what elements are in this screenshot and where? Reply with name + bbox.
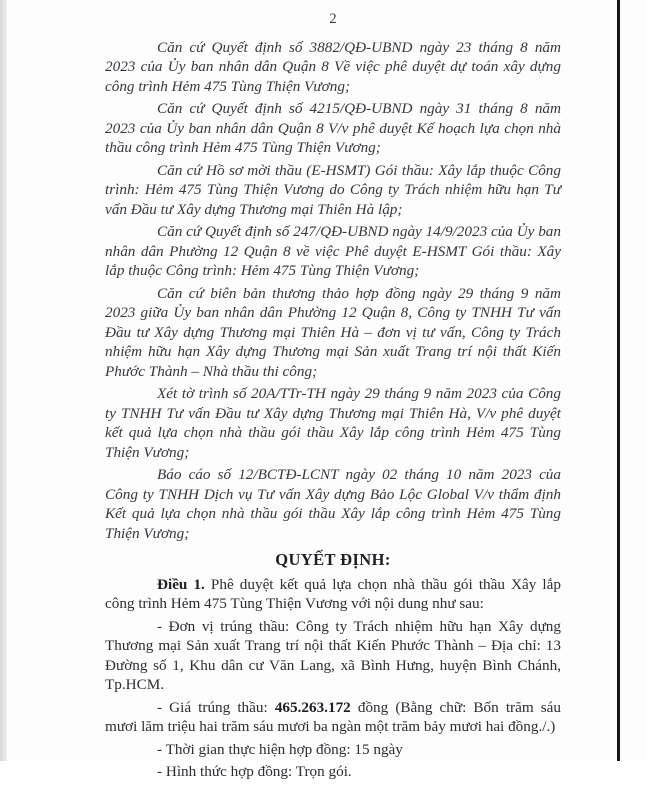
recital-paragraph: Căn cứ Quyết định số 3882/QĐ-UBND ngày 23 tháng 8 năm 2023 của Ủy ban nhân dân Quận 8 Về việc phê duyệt dự toán xây dựng công trình Hẻm 475 Tùng Thiện Vương; [105, 38, 561, 95]
page-number: 2 [329, 11, 337, 27]
decision-heading: QUYẾT ĐỊNH: [275, 550, 391, 569]
winning-bidder-item: - Đơn vị trúng thầu: Công ty Trách nhiệm hữu hạn Xây dựng Thương mại Sản xuất Trang trí nội thất Kiến Phước Thành – Địa chỉ: 13 Đường số 1, Khu dân cư Văn Lang, xã Bình Hưng, huyện Bình Chánh, Tp.HCM. [105, 617, 561, 693]
scan-border-line-right [617, 0, 620, 761]
article-1-label: Điều 1. [157, 575, 205, 593]
article-1-text: Phê duyệt kết quả lựa chọn nhà thầu gói thầu Xây lắp công trình Hẻm 475 Tùng Thiện Vương với nội dung như sau: [105, 575, 561, 612]
price-in-words: đồng (Bằng chữ: Bốn trăm sáu mươi lăm triệu hai trăm sáu mươi ba ngàn một trăm bảy mươi hai đồng./.) [105, 698, 562, 735]
recital-paragraph: Xét tờ trình số 20A/TTr-TH ngày 29 tháng 9 năm 2023 của Công ty TNHH Tư vấn Đầu tư Xây dựng Thương mại Thiên Hà, V/v phê duyệt kết quả lựa chọn nhà thầu gói thầu Xây lắp công trình Hẻm 475 Tùng Thiện Vương; [105, 385, 561, 461]
contract-duration-item: - Thời gian thực hiện hợp đồng: 15 ngày [157, 740, 403, 758]
scan-edge-shadow-left [0, 0, 7, 761]
recital-paragraph: Căn cứ Quyết định số 4215/QĐ-UBND ngày 31 tháng 8 năm 2023 của Ủy ban nhân dân Quận 8 V/v phê duyệt Kế hoạch lựa chọn nhà thầu công trình Hẻm 475 Tùng Thiện Vương; [105, 100, 561, 156]
price-amount: 465.263.172 [274, 698, 351, 716]
price-label: - Giá trúng thầu: [157, 698, 275, 716]
document-content [105, 10, 561, 785]
article-1-paragraph [105, 575, 561, 614]
contract-type-item: - Hình thức hợp đồng: Trọn gói. [157, 763, 352, 780]
recital-paragraph: Căn cứ Quyết định số 247/QĐ-UBND ngày 14/9/2023 của Ủy ban nhân dân Phường 12 Quận 8 về việc Phê duyệt E-HSMT Gói thầu: Xây lắp thuộc Công trình: Hẻm 475 Tùng Thiện Vương; [105, 223, 561, 279]
recital-paragraph: Căn cứ biên bản thương thảo hợp đồng ngày 29 tháng 9 năm 2023 giữa Ủy ban nhân dân Phường 12 Quận 8, Công ty TNHH Tư vấn Đầu tư Xây dựng Thương mại Thiên Hà – đơn vị tư vấn, Công ty Trách nhiệm hữu hạn Xây dựng Thương mại Sản xuất Trang trí nội thất Kiến Phước Thành – Nhà thầu thi công; [105, 284, 561, 380]
recital-paragraph: Căn cứ Hồ sơ mời thầu (E-HSMT) Gói thầu: Xây lắp thuộc Công trình: Hẻm 475 Tùng Thiện Vương do Công ty Trách nhiệm hữu hạn Tư vấn Đầu tư Xây dựng Thương mại Thiên Hà lập; [105, 161, 561, 218]
winning-price-item [105, 698, 561, 737]
recital-paragraph: Báo cáo số 12/BCTĐ-LCNT ngày 02 tháng 10 năm 2023 của Công ty TNHH Dịch vụ Tư vấn Xây dựng Bảo Lộc Global V/v thẩm định Kết quả lựa chọn nhà thầu gói thầu Xây lắp công trình Hẻm 475 Tùng Thiện Vương; [105, 466, 561, 542]
